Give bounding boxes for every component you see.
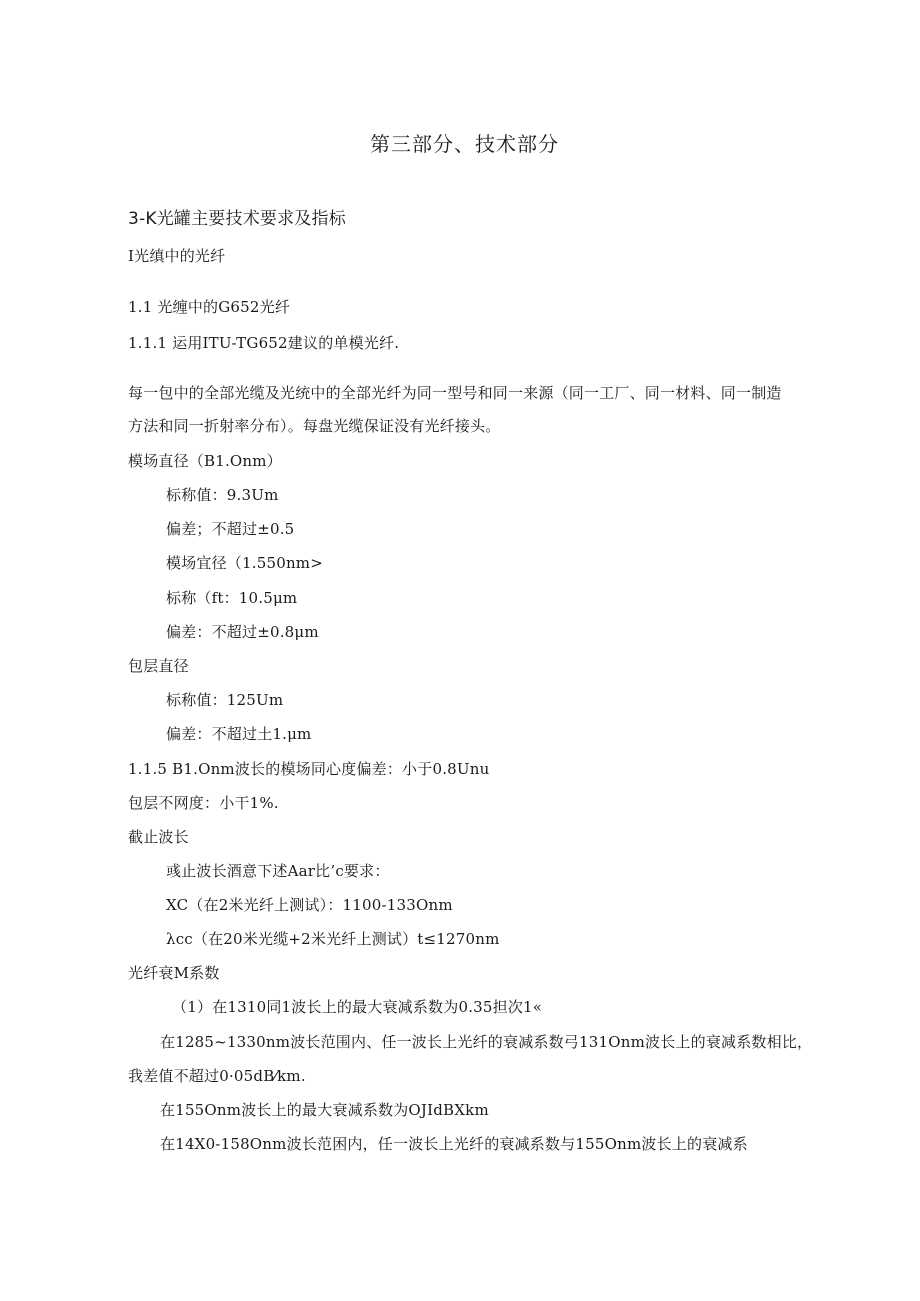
spec-heading: 包层直径 [128,657,189,675]
spec-item: 偏差：不超过土1.μm [166,725,312,743]
paragraph-line: 在155Onm波长上的最大衰减系数为OJIdBXkm [160,1101,489,1119]
spec-item: 偏差：不超过±0.8μm [166,623,319,641]
page-title: 第三部分、技术部分 [370,132,559,156]
spec-item: λcc（在20米光缆+2米光纤上测试）t≤1270nm [166,930,500,948]
spec-item: 彧止波长酒意下述Aar比’c要求： [166,862,390,880]
clause-1-1-5: 1.1.5 B1.Onm波长的模场同心度偏差：小于0.8Unu [128,760,490,778]
clause-1-1: 1.1 光缠中的G652光纤 [128,298,291,316]
spec-item: XC（在2米光纤上测试）：1100-133Onm [166,896,453,914]
spec-item: （1）在1310同1波长上的最大衰减系数为0.35担次1« [172,998,543,1016]
paragraph-line: 在14X0-158Onm波长范困内，任一波长上光纤的衰减系数与155Onm波长上的衰减系 [160,1135,748,1153]
subsection-heading: I光缜中的光纤 [128,247,226,265]
spec-item: 模场宜径（1.550nm> [166,554,323,572]
spec-heading: 截止波长 [128,828,189,846]
section-heading: 3-K光罐主要技术要求及指标 [128,209,346,229]
paragraph-line: 我差值不超过0·05dB⁄km. [128,1067,306,1085]
spec-heading: 模场直径（B1.Onm） [128,452,282,470]
spec-heading: 包层不网度：小干1%. [128,794,279,812]
paragraph-line: 在1285~1330nm波长范围内、任一波长上光纤的衰减系数弓131Onm波长上的衰减系数相比， [160,1033,813,1051]
paragraph-line: 每一包中的全部光缆及光统中的全部光纤为同一型号和同一来源（同一工厂、同一材料、同一制造 [128,384,782,402]
clause-1-1-1: 1.1.1 运用ITU-TG652建议的单模光纤. [128,334,400,352]
spec-item: 标称值：9.3Um [166,486,279,504]
spec-item: 标称值：125Um [166,691,284,709]
spec-heading: 光纤衰M系数 [128,964,220,982]
spec-item: 偏差；不超过±0.5 [166,520,295,538]
spec-item: 标称（ft：10.5μm [166,589,298,607]
paragraph-line: 方法和同一折射率分布）。每盘光缆保证没有光纤接头。 [128,417,501,435]
